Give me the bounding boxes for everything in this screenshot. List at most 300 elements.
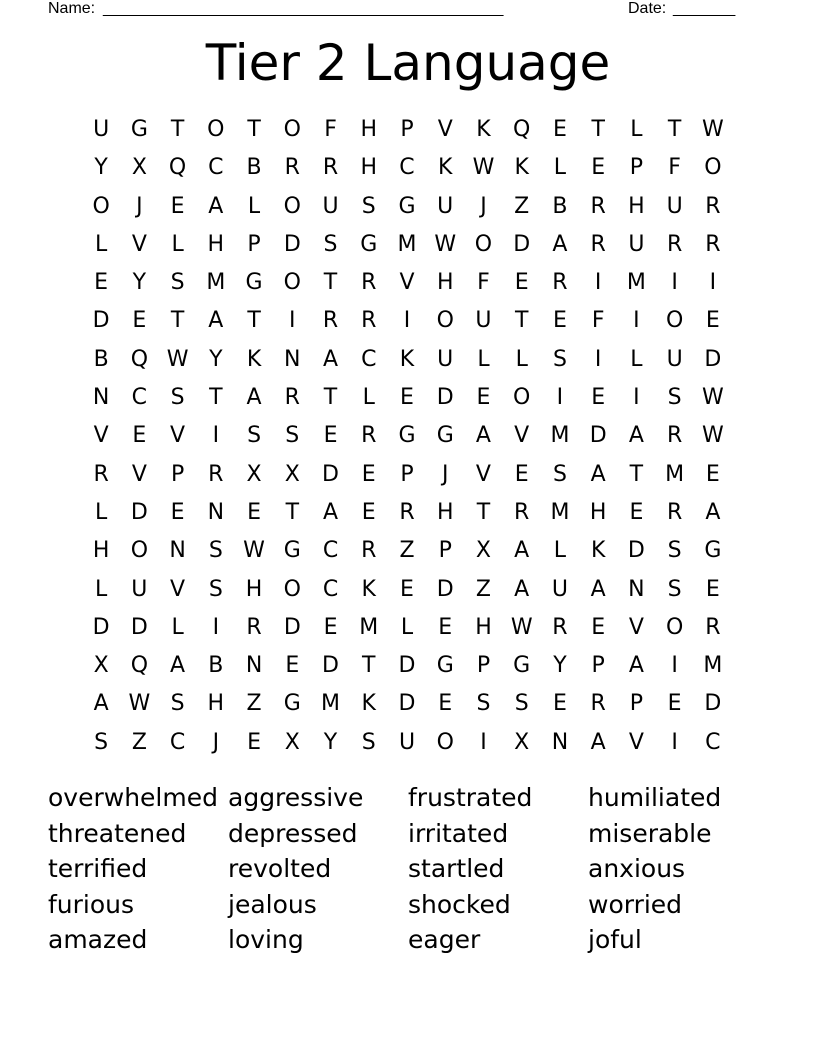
grid-cell[interactable]: D: [704, 346, 722, 372]
grid-cell[interactable]: S: [208, 538, 223, 564]
grid-cell[interactable]: B: [93, 346, 109, 372]
grid-cell[interactable]: E: [170, 193, 185, 219]
grid-cell[interactable]: S: [667, 538, 682, 564]
grid-cell[interactable]: R: [322, 308, 339, 334]
grid-cell[interactable]: A: [475, 423, 491, 449]
grid-cell[interactable]: M: [206, 270, 226, 296]
grid-cell[interactable]: I: [671, 653, 678, 679]
grid-cell[interactable]: R: [705, 614, 721, 640]
grid-cell[interactable]: C: [322, 576, 339, 602]
grid-cell[interactable]: D: [130, 499, 148, 525]
grid-cell[interactable]: R: [590, 691, 606, 717]
grid-cell[interactable]: T: [170, 308, 185, 334]
grid-cell[interactable]: N: [551, 729, 569, 755]
grid-cell[interactable]: O: [283, 117, 301, 142]
grid-cell[interactable]: P: [476, 653, 491, 679]
grid-cell[interactable]: S: [361, 729, 376, 755]
grid-cell[interactable]: X: [131, 155, 147, 181]
grid-cell[interactable]: D: [398, 691, 416, 717]
grid-cell[interactable]: K: [399, 346, 415, 372]
grid-cell[interactable]: N: [207, 499, 225, 525]
grid-cell[interactable]: F: [477, 270, 490, 296]
grid-cell[interactable]: M: [321, 691, 341, 717]
grid-cell[interactable]: O: [130, 538, 149, 564]
grid-cell[interactable]: I: [289, 308, 296, 334]
grid-cell[interactable]: H: [628, 193, 645, 219]
grid-cell[interactable]: G: [436, 423, 454, 449]
grid-cell[interactable]: E: [361, 461, 376, 487]
grid-cell[interactable]: L: [630, 346, 643, 372]
grid-cell[interactable]: R: [284, 155, 300, 181]
grid-cell[interactable]: Y: [94, 155, 108, 181]
grid-cell[interactable]: A: [552, 231, 568, 257]
grid-cell[interactable]: B: [552, 193, 568, 219]
grid-cell[interactable]: S: [170, 385, 185, 411]
grid-cell[interactable]: K: [361, 691, 376, 717]
grid-cell[interactable]: O: [474, 231, 493, 257]
grid-cell[interactable]: W: [701, 423, 724, 449]
grid-cell[interactable]: O: [436, 308, 454, 334]
grid-cell[interactable]: E: [591, 385, 606, 411]
grid-cell[interactable]: O: [207, 117, 225, 142]
grid-cell[interactable]: Q: [130, 346, 149, 372]
grid-cell[interactable]: N: [92, 385, 110, 411]
grid-cell[interactable]: Q: [130, 653, 149, 679]
grid-cell[interactable]: D: [130, 614, 148, 640]
grid-cell[interactable]: W: [434, 231, 457, 257]
grid-cell[interactable]: D: [322, 653, 339, 679]
grid-cell[interactable]: E: [667, 691, 682, 717]
grid-cell[interactable]: N: [169, 538, 186, 564]
grid-cell[interactable]: V: [170, 576, 186, 602]
grid-cell[interactable]: I: [633, 385, 640, 411]
grid-cell[interactable]: G: [398, 423, 416, 449]
grid-cell[interactable]: D: [322, 461, 339, 487]
grid-cell[interactable]: Z: [246, 691, 262, 717]
grid-cell[interactable]: W: [701, 117, 724, 142]
grid-cell[interactable]: Q: [168, 155, 187, 181]
grid-cell[interactable]: W: [510, 614, 533, 640]
grid-cell[interactable]: W: [472, 155, 495, 181]
grid-cell[interactable]: U: [628, 231, 645, 257]
grid-cell[interactable]: E: [247, 499, 261, 525]
grid-cell[interactable]: Z: [131, 729, 147, 755]
grid-cell[interactable]: O: [704, 155, 722, 181]
grid-cell[interactable]: A: [590, 461, 606, 487]
grid-cell[interactable]: V: [131, 231, 147, 257]
grid-cell[interactable]: S: [552, 461, 567, 487]
grid-cell[interactable]: T: [514, 308, 529, 334]
grid-cell[interactable]: A: [590, 576, 606, 602]
grid-cell[interactable]: B: [208, 653, 224, 679]
grid-cell[interactable]: T: [170, 117, 185, 142]
grid-cell[interactable]: H: [436, 499, 454, 525]
grid-cell[interactable]: L: [247, 193, 261, 219]
grid-cell[interactable]: S: [170, 691, 185, 717]
grid-cell[interactable]: E: [400, 576, 414, 602]
name-blank-line[interactable]: _____________________________________________: [103, 0, 504, 17]
grid-cell[interactable]: A: [322, 346, 339, 372]
grid-cell[interactable]: Z: [514, 193, 530, 219]
grid-cell[interactable]: A: [170, 653, 186, 679]
grid-cell[interactable]: E: [323, 423, 338, 449]
grid-cell[interactable]: H: [436, 270, 454, 296]
grid-cell[interactable]: X: [246, 461, 262, 487]
grid-cell[interactable]: R: [666, 423, 683, 449]
grid-cell[interactable]: L: [94, 499, 108, 525]
grid-cell[interactable]: L: [553, 538, 567, 564]
grid-cell[interactable]: H: [589, 499, 607, 525]
grid-cell[interactable]: E: [629, 499, 644, 525]
grid-cell[interactable]: C: [131, 385, 148, 411]
grid-cell[interactable]: T: [247, 308, 261, 334]
grid-cell[interactable]: C: [208, 155, 224, 181]
grid-cell[interactable]: D: [283, 231, 301, 257]
grid-cell[interactable]: U: [437, 193, 454, 219]
grid-cell[interactable]: H: [360, 117, 378, 142]
word-bank-item: startled: [408, 854, 505, 883]
grid-cell[interactable]: K: [514, 155, 529, 181]
grid-cell[interactable]: O: [92, 193, 110, 219]
grid-cell[interactable]: L: [94, 231, 108, 257]
grid-cell[interactable]: S: [170, 270, 185, 296]
grid-cell[interactable]: E: [170, 499, 185, 525]
grid-cell[interactable]: H: [245, 576, 263, 602]
grid-cell[interactable]: V: [628, 614, 644, 640]
grid-cell[interactable]: Z: [399, 538, 415, 564]
grid-cell[interactable]: X: [93, 653, 109, 679]
grid-cell[interactable]: E: [591, 155, 606, 181]
grid-cell[interactable]: A: [246, 385, 262, 411]
grid-cell[interactable]: M: [665, 461, 685, 487]
grid-cell[interactable]: M: [397, 231, 417, 257]
grid-cell[interactable]: G: [245, 270, 263, 296]
grid-cell[interactable]: D: [436, 385, 454, 411]
grid-cell[interactable]: F: [668, 155, 681, 181]
grid-cell[interactable]: T: [591, 117, 605, 142]
grid-cell[interactable]: I: [212, 614, 220, 640]
grid-row: [82, 647, 732, 685]
grid-cell[interactable]: D: [436, 576, 454, 602]
grid-cell[interactable]: K: [438, 155, 453, 181]
grid-cell[interactable]: C: [361, 346, 377, 372]
grid-cell[interactable]: C: [169, 729, 186, 755]
grid-cell[interactable]: D: [398, 653, 416, 679]
word-bank-item: depressed: [228, 818, 358, 848]
grid-cell[interactable]: L: [362, 385, 375, 411]
grid-cell[interactable]: U: [551, 576, 568, 602]
grid-cell[interactable]: X: [284, 729, 300, 755]
grid-cell[interactable]: O: [436, 729, 454, 755]
grid-cell[interactable]: L: [553, 155, 567, 181]
grid-cell[interactable]: I: [480, 729, 487, 755]
grid-cell[interactable]: R: [284, 385, 300, 411]
grid-cell[interactable]: P: [400, 117, 414, 142]
grid-cell[interactable]: P: [247, 231, 261, 257]
grid-cell[interactable]: A: [208, 308, 224, 334]
grid-cell[interactable]: I: [556, 385, 564, 411]
word-search-grid[interactable]: [82, 111, 732, 763]
grid-cell[interactable]: S: [514, 691, 529, 717]
grid-cell[interactable]: A: [628, 423, 644, 449]
grid-cell[interactable]: S: [552, 346, 567, 372]
grid-cell[interactable]: A: [93, 691, 109, 717]
grid-cell[interactable]: R: [514, 499, 530, 525]
grid-cell[interactable]: R: [361, 423, 377, 449]
grid-cell[interactable]: C: [705, 729, 721, 755]
grid-cell[interactable]: R: [590, 231, 606, 257]
grid-cell[interactable]: U: [93, 117, 110, 142]
grid-cell[interactable]: S: [323, 231, 338, 257]
date-blank-line[interactable]: _______: [673, 0, 736, 17]
grid-cell[interactable]: S: [361, 193, 376, 219]
grid-cell[interactable]: A: [322, 499, 339, 525]
grid-cell[interactable]: H: [360, 155, 378, 181]
grid-cell[interactable]: W: [128, 691, 151, 717]
grid-cell[interactable]: E: [361, 499, 376, 525]
grid-cell[interactable]: H: [92, 538, 110, 564]
grid-cell[interactable]: T: [247, 117, 261, 142]
grid-cell[interactable]: D: [92, 308, 110, 334]
grid-cell[interactable]: Z: [475, 576, 491, 602]
grid-cell[interactable]: V: [628, 729, 644, 755]
grid-cell[interactable]: E: [323, 614, 338, 640]
grid-cell[interactable]: G: [513, 653, 531, 679]
grid-cell[interactable]: E: [705, 576, 720, 602]
grid-cell[interactable]: V: [399, 270, 415, 296]
grid-cell[interactable]: J: [212, 729, 220, 755]
grid-cell[interactable]: A: [514, 576, 530, 602]
grid-row: [82, 494, 732, 532]
grid-cell[interactable]: D: [704, 691, 722, 717]
grid-cell[interactable]: Y: [323, 729, 338, 755]
grid-cell[interactable]: E: [438, 614, 453, 640]
grid-cell[interactable]: P: [629, 691, 644, 717]
grid-cell[interactable]: H: [207, 691, 225, 717]
grid-cell[interactable]: O: [665, 614, 684, 640]
grid-cell[interactable]: G: [130, 117, 148, 142]
grid-cell[interactable]: I: [594, 346, 602, 372]
grid-cell[interactable]: D: [589, 423, 607, 449]
grid-cell[interactable]: U: [322, 193, 339, 219]
grid-cell[interactable]: L: [171, 614, 184, 640]
grid-cell[interactable]: V: [170, 423, 186, 449]
grid-cell[interactable]: A: [628, 653, 644, 679]
grid-cell[interactable]: F: [324, 117, 337, 142]
grid-cell[interactable]: R: [399, 499, 415, 525]
grid-cell[interactable]: M: [359, 614, 379, 640]
grid-cell[interactable]: X: [284, 461, 300, 487]
grid-cell[interactable]: E: [705, 308, 720, 334]
grid-cell[interactable]: O: [283, 576, 301, 602]
grid-cell[interactable]: B: [246, 155, 262, 181]
grid-cell[interactable]: S: [94, 729, 109, 755]
grid-cell[interactable]: I: [671, 270, 678, 296]
grid-cell[interactable]: I: [403, 308, 411, 334]
grid-cell[interactable]: G: [360, 231, 378, 257]
grid-cell[interactable]: S: [247, 423, 262, 449]
grid-cell[interactable]: I: [671, 729, 678, 755]
grid-cell[interactable]: T: [629, 461, 644, 487]
grid-cell[interactable]: E: [132, 308, 147, 334]
grid-cell[interactable]: V: [131, 461, 147, 487]
grid-cell[interactable]: R: [361, 308, 377, 334]
grid-cell[interactable]: R: [93, 461, 109, 487]
grid-cell[interactable]: M: [626, 270, 646, 296]
grid-cell[interactable]: E: [514, 461, 529, 487]
grid-cell[interactable]: E: [400, 385, 414, 411]
grid-cell[interactable]: D: [92, 614, 110, 640]
grid-cell[interactable]: Y: [132, 270, 147, 296]
grid-cell[interactable]: G: [398, 193, 416, 219]
grid-cell[interactable]: D: [513, 231, 531, 257]
grid-cell[interactable]: G: [704, 538, 722, 564]
grid-cell[interactable]: N: [245, 653, 263, 679]
grid-cell[interactable]: D: [283, 614, 301, 640]
grid-cell[interactable]: P: [400, 461, 414, 487]
grid-cell[interactable]: X: [475, 538, 491, 564]
grid-cell[interactable]: U: [398, 729, 416, 755]
grid-cell[interactable]: I: [594, 270, 602, 296]
grid-cell[interactable]: I: [212, 423, 220, 449]
grid-cell[interactable]: E: [476, 385, 491, 411]
grid-cell[interactable]: X: [514, 729, 530, 755]
grid-cell[interactable]: I: [709, 270, 717, 296]
grid-cell[interactable]: N: [628, 576, 645, 602]
grid-cell[interactable]: E: [285, 653, 300, 679]
grid-cell[interactable]: O: [283, 193, 301, 219]
grid-cell[interactable]: T: [476, 499, 491, 525]
grid-cell[interactable]: V: [437, 117, 453, 142]
grid-cell[interactable]: E: [94, 270, 109, 296]
grid-cell[interactable]: M: [550, 499, 570, 525]
grid-cell[interactable]: A: [208, 193, 224, 219]
grid-row: [82, 609, 732, 647]
grid-cell[interactable]: A: [514, 538, 530, 564]
grid-cell[interactable]: P: [438, 538, 452, 564]
grid-cell[interactable]: S: [476, 691, 491, 717]
grid-cell[interactable]: T: [209, 385, 223, 411]
grid-cell[interactable]: N: [284, 346, 301, 372]
grid-cell[interactable]: S: [285, 423, 300, 449]
grid-cell[interactable]: T: [323, 385, 338, 411]
grid-cell[interactable]: C: [399, 155, 415, 181]
grid-cell[interactable]: U: [131, 576, 148, 602]
grid-cell[interactable]: R: [590, 193, 606, 219]
grid-cell[interactable]: K: [246, 346, 262, 372]
grid-cell[interactable]: P: [591, 653, 605, 679]
grid-cell[interactable]: U: [437, 346, 454, 372]
grid-cell[interactable]: L: [171, 231, 184, 257]
grid-cell[interactable]: T: [285, 499, 300, 525]
grid-cell[interactable]: O: [665, 308, 684, 334]
grid-cell[interactable]: E: [132, 423, 147, 449]
grid-cell[interactable]: P: [629, 155, 644, 181]
grid-cell[interactable]: M: [703, 653, 723, 679]
grid-cell[interactable]: K: [361, 576, 376, 602]
grid-cell[interactable]: E: [591, 614, 606, 640]
grid-cell[interactable]: S: [667, 385, 682, 411]
grid-cell[interactable]: O: [513, 385, 531, 411]
grid-cell[interactable]: D: [627, 538, 645, 564]
grid-cell[interactable]: V: [475, 461, 491, 487]
grid-cell[interactable]: E: [514, 270, 529, 296]
grid-cell[interactable]: S: [667, 576, 682, 602]
grid-cell[interactable]: L: [630, 117, 643, 142]
grid-cell[interactable]: V: [514, 423, 530, 449]
grid-cell[interactable]: T: [362, 653, 376, 679]
grid-cell[interactable]: K: [476, 117, 491, 142]
grid-cell[interactable]: Q: [513, 117, 531, 142]
grid-cell[interactable]: U: [475, 308, 492, 334]
grid-cell[interactable]: J: [441, 461, 449, 487]
grid-cell[interactable]: T: [667, 117, 682, 142]
grid-cell[interactable]: R: [322, 155, 339, 181]
grid-cell[interactable]: R: [361, 270, 377, 296]
grid-cell[interactable]: E: [705, 461, 720, 487]
grid-cell[interactable]: E: [438, 691, 453, 717]
grid-cell[interactable]: L: [94, 576, 108, 602]
grid-cell[interactable]: R: [208, 461, 224, 487]
word-bank-item: terrified: [48, 854, 148, 883]
grid-cell[interactable]: E: [552, 117, 567, 142]
grid-cell[interactable]: J: [480, 193, 487, 219]
grid-cell[interactable]: A: [590, 729, 606, 755]
grid-cell[interactable]: R: [552, 270, 568, 296]
grid-cell[interactable]: E: [247, 729, 261, 755]
grid-cell[interactable]: L: [400, 614, 414, 640]
grid-cell[interactable]: R: [361, 538, 377, 564]
grid-cell[interactable]: V: [93, 423, 109, 449]
grid-cell[interactable]: P: [170, 461, 185, 487]
grid-cell[interactable]: W: [701, 385, 724, 411]
grid-cell[interactable]: R: [705, 193, 721, 219]
grid-cell[interactable]: R: [246, 614, 262, 640]
grid-cell[interactable]: K: [590, 538, 606, 564]
grid-cell[interactable]: R: [705, 231, 721, 257]
grid-cell[interactable]: E: [552, 308, 567, 334]
grid-cell[interactable]: G: [283, 538, 301, 564]
grid-cell[interactable]: U: [666, 346, 683, 372]
grid-cell[interactable]: W: [243, 538, 265, 564]
grid-row: [82, 264, 732, 302]
grid-cell[interactable]: Y: [553, 653, 567, 679]
grid-cell[interactable]: L: [515, 346, 528, 372]
grid-cell[interactable]: W: [166, 346, 189, 372]
grid-cell[interactable]: F: [591, 308, 605, 334]
grid-cell[interactable]: L: [477, 346, 490, 372]
grid-cell[interactable]: S: [208, 576, 223, 602]
grid-cell[interactable]: H: [475, 614, 492, 640]
grid-cell[interactable]: R: [552, 614, 568, 640]
grid-cell[interactable]: A: [705, 499, 721, 525]
grid-cell[interactable]: T: [323, 270, 338, 296]
grid-cell[interactable]: U: [666, 193, 683, 219]
grid-cell[interactable]: G: [283, 691, 301, 717]
grid-cell[interactable]: G: [436, 653, 454, 679]
grid-cell[interactable]: E: [552, 691, 567, 717]
grid-cell[interactable]: J: [136, 193, 143, 219]
grid-cell[interactable]: O: [283, 270, 301, 296]
grid-cell[interactable]: Y: [209, 346, 223, 372]
grid-cell[interactable]: C: [322, 538, 339, 564]
grid-cell[interactable]: R: [666, 231, 683, 257]
grid-row: [82, 111, 732, 149]
grid-cell[interactable]: H: [207, 231, 225, 257]
grid-cell[interactable]: R: [666, 499, 683, 525]
grid-cell[interactable]: I: [633, 308, 640, 334]
grid-cell[interactable]: M: [550, 423, 570, 449]
